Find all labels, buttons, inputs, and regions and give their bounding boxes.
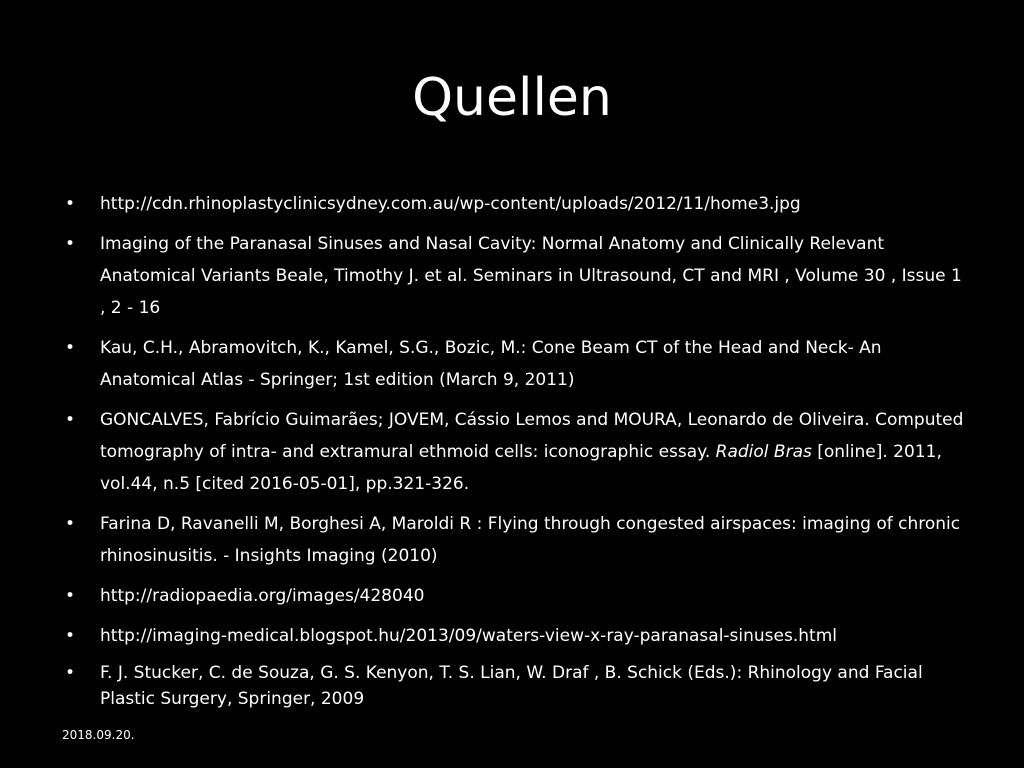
reference-item (60, 332, 970, 396)
reference-text-part: [online]. 2011, vol.44, n.5 [cited 2016-05-01], pp.321-326. (100, 442, 942, 494)
reference-item (60, 404, 970, 500)
reference-text (100, 332, 970, 396)
reference-text (100, 580, 970, 612)
reference-item (60, 228, 970, 324)
bullet-icon: • (64, 586, 76, 606)
reference-text-part: http://radiopaedia.org/images/428040 (100, 586, 425, 606)
reference-text (100, 188, 970, 220)
reference-text (100, 508, 970, 572)
bullet-icon: • (64, 194, 76, 214)
reference-text (100, 228, 970, 324)
reference-list (60, 188, 970, 718)
bullet-icon: • (64, 234, 76, 254)
reference-text-part: http://imaging-medical.blogspot.hu/2013/09/waters-view-x-ray-paranasal-sinuses.html (100, 626, 837, 646)
slide-date: 2018.09.20. (62, 728, 135, 742)
reference-item (60, 188, 970, 220)
bullet-icon: • (64, 626, 76, 646)
journal-title: Radiol Bras (715, 442, 812, 462)
reference-text-part: F. J. Stucker, C. de Souza, G. S. Kenyon, T. S. Lian, W. Draf , B. Schick (Eds.): Rhinology and Facial Plastic Surgery, Springer, 2009 (100, 663, 923, 709)
reference-text (100, 660, 970, 712)
bullet-icon: • (64, 514, 76, 534)
reference-text (100, 620, 970, 652)
bullet-icon: • (64, 410, 76, 430)
reference-text-part: Farina D, Ravanelli M, Borghesi A, Maroldi R : Flying through congested airspaces: imaging of chronic rhinosinusitis. - Insights Imaging (2010) (100, 514, 961, 566)
reference-text-part: GONCALVES, Fabrício Guimarães; JOVEM, Cássio Lemos and MOURA, Leonardo de Oliveira. Computed tomography of intra- and extramural ethmoid cells: iconographic essay. (100, 410, 964, 462)
reference-item (60, 660, 970, 712)
reference-item (60, 580, 970, 612)
bullet-icon: • (64, 663, 76, 683)
reference-text-part: http://cdn.rhinoplastyclinicsydney.com.au/wp-content/uploads/2012/11/home3.jpg (100, 194, 801, 214)
reference-text (100, 404, 970, 500)
reference-item (60, 620, 970, 652)
bullet-icon: • (64, 338, 76, 358)
reference-text-part: Kau, C.H., Abramovitch, K., Kamel, S.G., Bozic, M.: Cone Beam CT of the Head and Neck- An Anatomical Atlas - Springer; 1st edition (March 9, 2011) (100, 338, 882, 390)
reference-text-part: Imaging of the Paranasal Sinuses and Nasal Cavity: Normal Anatomy and Clinically Relevant Anatomical Variants Beale, Timothy J. et al. Seminars in Ultrasound, CT and MRI , Volume 30 , Issue 1 , 2 - 16 (100, 234, 962, 318)
reference-item (60, 508, 970, 572)
slide-title: Quellen (412, 68, 612, 128)
